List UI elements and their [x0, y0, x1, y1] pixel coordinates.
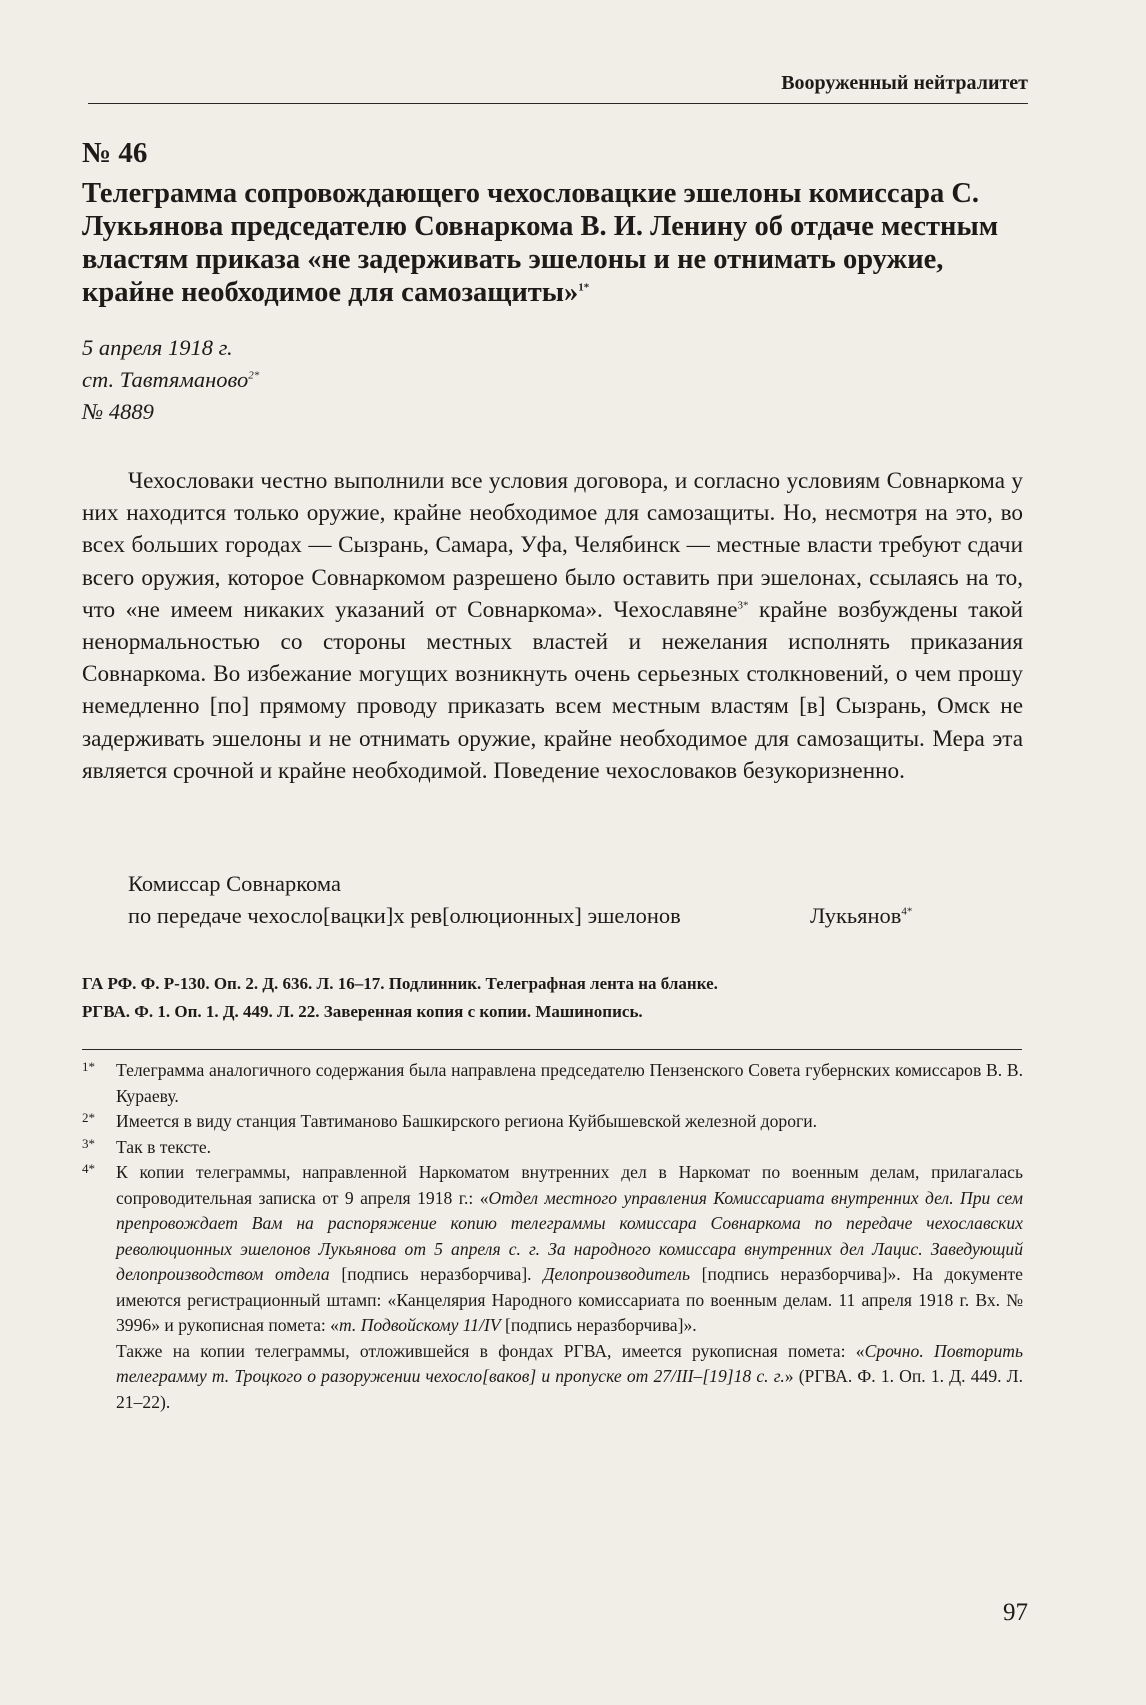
footnotes	[82, 1058, 1023, 1415]
telegram-number: № 4889	[82, 399, 154, 424]
signature-line-1: Комиссар Совнаркома	[128, 871, 341, 896]
footnote-2: 2* Имеется в виду станция Тавтиманово Башкирского региона Куйбышевской железной дороги.	[82, 1109, 1023, 1135]
header-rule	[88, 103, 1028, 104]
document-place: ст. Тавтяманово$^{2*}$	[82, 367, 260, 392]
body-footnote-ref[interactable]: 3*	[737, 599, 749, 612]
document-number: № 46	[82, 137, 148, 169]
place-footnote-ref[interactable]: 2*	[248, 369, 260, 382]
footnote-1: 1* Телеграмма аналогичного содержания была направлена председателю Пензенского Совета губернских комиссаров В. В. Кураеву.	[82, 1058, 1023, 1109]
running-head: Вооруженный нейтралитет	[781, 72, 1028, 94]
signatory-name: Лукьянов$^{4*}$	[810, 903, 913, 928]
body-part-2: крайне возбуждены такой ненормальностью со стороны местных властей и нежелания исполнять приказания Совнаркома. Во избежание могущих возникнуть очень серьезных столкновений, о чем прошу немедленно [по] прямому проводу приказать всем местным властям [в] Сызрань, Омск не задерживать эшелоны и не отнимать оружие, крайне необходимое для самозащиты. Мера эта является срочной и крайне необходимой. Поведение чехословаков безукоризненно.	[82, 596, 1024, 784]
signature-block	[128, 868, 913, 932]
footnote-4: 4* К копии телеграммы, направленной Наркоматом внутренних дел в Наркомат по военным делам, прилагалась сопроводительная записка от 9 апреля 1918 г.: «Отдел местного управления Комиссариата внутренних дел. При сем препровождает Вам на распоряжение копию телеграммы комиссара Совнаркома по передаче чехославских революционных эшелонов Лукьянова от 5 апреля с. г. За народного комиссара внутренних дел Лацис. Заведующий делопроизводством отдела [подпись неразборчива]. Делопроизводитель [подпись неразборчива]». На документе имеются регистрационный штамп: «Канцелярия Народного комиссариата по военным делам. 11 апреля 1918 г. Вх. № 3996» и рукописная помета: «т. Подвойскому 11/IV [подпись неразборчива]».	[82, 1160, 1023, 1339]
title-footnote-ref[interactable]: 1*	[578, 281, 590, 294]
document-title	[82, 177, 1032, 309]
archive-ref-2: РГВА. Ф. 1. Оп. 1. Д. 449. Л. 22. Заверенная копия с копии. Машинопись.	[82, 1002, 643, 1021]
body-part-1: Чехословаки честно выполнили все условия договора, и согласно условиям Совнаркома у них находится только оружие, крайне необходимое для самозащиты. Но, несмотря на это, во всех больших городах — Сызрань, Самара, Уфа, Челябинск — местные власти требуют сдачи всего оружия, которое Совнаркомом разрешено было оставить при эшелонах, ссылаясь на то, что «не имеем никаких указаний от Совнаркома». Чехославяне	[82, 468, 1023, 623]
signature-line-2: по передаче чехосло[вацки]х рев[олюционных] эшелонов	[128, 903, 681, 928]
footnote-mark: 1*	[82, 1059, 95, 1074]
archive-references	[82, 970, 718, 1026]
page-number: 97	[1003, 1599, 1028, 1626]
telegram-body	[82, 465, 1023, 787]
footnote-mark: 4*	[82, 1161, 95, 1176]
document-meta	[82, 332, 259, 428]
footnote-4-continuation: Также на копии телеграммы, отложившейся в фондах РГВА, имеется рукописная помета: «Срочно. Повторить телеграмму т. Троцкого о разоружении чехосло[ваков] и пропуске от 27/III–[19]18 с. г.» (РГВА. Ф. 1. Оп. 1. Д. 449. Л. 21–22).	[116, 1340, 1023, 1412]
archive-ref-1: ГА РФ. Ф. Р-130. Оп. 2. Д. 636. Л. 16–17. Подлинник. Телеграфная лента на бланке.	[82, 974, 718, 993]
footnote-3: 3* Так в тексте.	[82, 1135, 1023, 1161]
document-date: 5 апреля 1918 г.	[82, 335, 233, 360]
footnote-rule	[82, 1049, 1022, 1050]
signatory-footnote-ref[interactable]: 4*	[901, 905, 913, 918]
footnote-mark: 3*	[82, 1135, 95, 1151]
title-text: Телеграмма сопровождающего чехословацкие эшелоны комиссара С. Лукьянова председателю Совнаркома В. И. Ленину об отдаче местным властям приказа «не задерживать эшелоны и не отнимать оружие, крайне необходимое для самозащиты»	[82, 178, 999, 308]
footnote-mark: 2*	[82, 1110, 95, 1125]
